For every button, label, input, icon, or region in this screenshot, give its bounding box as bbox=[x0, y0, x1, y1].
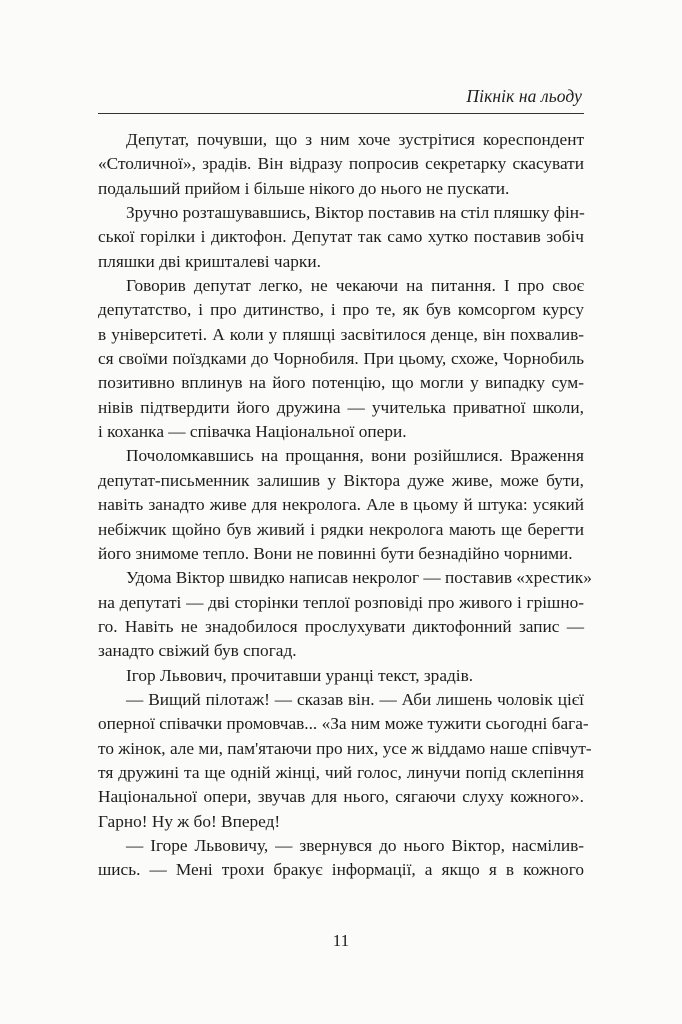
text-line: Зручно розташувавшись, Віктор поставив на стіл пляшку фін- bbox=[126, 203, 585, 223]
paragraph bbox=[98, 128, 584, 201]
text-line: Ігор Львович, прочитавши уранці текст, зрадів. bbox=[126, 665, 474, 685]
text-line: Гарно! Ну ж бо! Вперед! bbox=[98, 811, 281, 831]
text-line: — Ігоре Львовичу, — звернувся до нього Віктор, насмілив- bbox=[126, 835, 584, 855]
body-text bbox=[98, 128, 592, 883]
paragraph bbox=[98, 688, 592, 834]
text-line: ся своїми поїздками до Чорнобиля. При цьому, схоже, Чорнобиль bbox=[98, 349, 584, 369]
text-line: в університеті. А коли у пляшці засвітилося денце, він похвалив- bbox=[98, 324, 584, 344]
paragraph bbox=[98, 566, 592, 663]
paragraph bbox=[98, 834, 584, 883]
text-line: Національної опери, звучав для нього, сягаючи слуху кожного». bbox=[98, 787, 584, 807]
text-line: «Столичної», зрадів. Він відразу попросив секретарку скасувати bbox=[98, 154, 584, 174]
text-line: його знимоме тепло. Вони не повинні бути безнадійно чорними. bbox=[98, 543, 573, 563]
running-header: Пікнік на льоду bbox=[466, 86, 582, 106]
paragraph bbox=[98, 444, 584, 566]
text-line: го. Навіть не знадобилося прослухувати диктофонний запис — bbox=[98, 616, 584, 636]
text-line: Депутат, почувши, що з ним хоче зустрітися кореспондент bbox=[126, 130, 584, 149]
text-line: тя дружині та ще одній жінці, чий голос, линучи попід склепіння bbox=[98, 762, 584, 782]
text-line: навіть занадто живе для некролога. Але в цьому й штука: усякий bbox=[98, 495, 584, 515]
text-line: Удома Віктор швидко написав некролог — поставив «хрестик» bbox=[126, 568, 592, 588]
text-line: Говорив депутат легко, не чекаючи на питання. І про своє bbox=[126, 276, 584, 296]
text-line: на депутаті — дві сторінки теплої розповіді про живого і грішно- bbox=[98, 592, 584, 612]
text-line: позитивно вплинув на його потенцію, що могли у випадку сум- bbox=[98, 373, 584, 393]
text-line: депутатство, і про дитинство, і про те, як був комсоргом курсу bbox=[98, 300, 584, 320]
text-line: і коханка — співачка Національної опери. bbox=[98, 422, 407, 442]
text-line: ської горілки і диктофон. Депутат так само хутко поставив зобіч bbox=[98, 227, 584, 247]
text-line: небіжчик щойно був живий і рядки некролога мають ще берегти bbox=[98, 519, 584, 539]
text-line: — Вищий пілотаж! — сказав він. — Аби лишень чоловік цієї bbox=[126, 689, 584, 709]
paragraph bbox=[98, 274, 584, 444]
text-line: Почоломкавшись на прощання, вони розійшлися. Враження bbox=[126, 446, 584, 466]
text-line: оперної співачки промовчав... «За ним може тужити сьогодні бага- bbox=[98, 714, 589, 734]
text-line: занадто свіжий був спогад. bbox=[98, 641, 297, 661]
text-line: нівів підтвердити його дружина — учителька приватної школи, bbox=[98, 397, 584, 417]
text-line: пляшки дві кришталеві чарки. bbox=[98, 251, 321, 271]
header-rule bbox=[98, 113, 584, 114]
paragraph bbox=[98, 201, 584, 274]
page-number: 11 bbox=[332, 931, 350, 950]
text-line: депутат-письменник залишив у Віктора дуже живе, може бути, bbox=[98, 470, 584, 490]
text-line: шись. — Мені трохи бракує інформації, а якщо я в кожного bbox=[98, 860, 584, 880]
paragraph bbox=[98, 664, 584, 688]
text-line: подальший прийом і більше нікого до нього не пускати. bbox=[98, 178, 510, 198]
text-line: то жінок, але ми, пам'ятаючи про них, усе ж віддамо наше співчут- bbox=[98, 738, 592, 758]
